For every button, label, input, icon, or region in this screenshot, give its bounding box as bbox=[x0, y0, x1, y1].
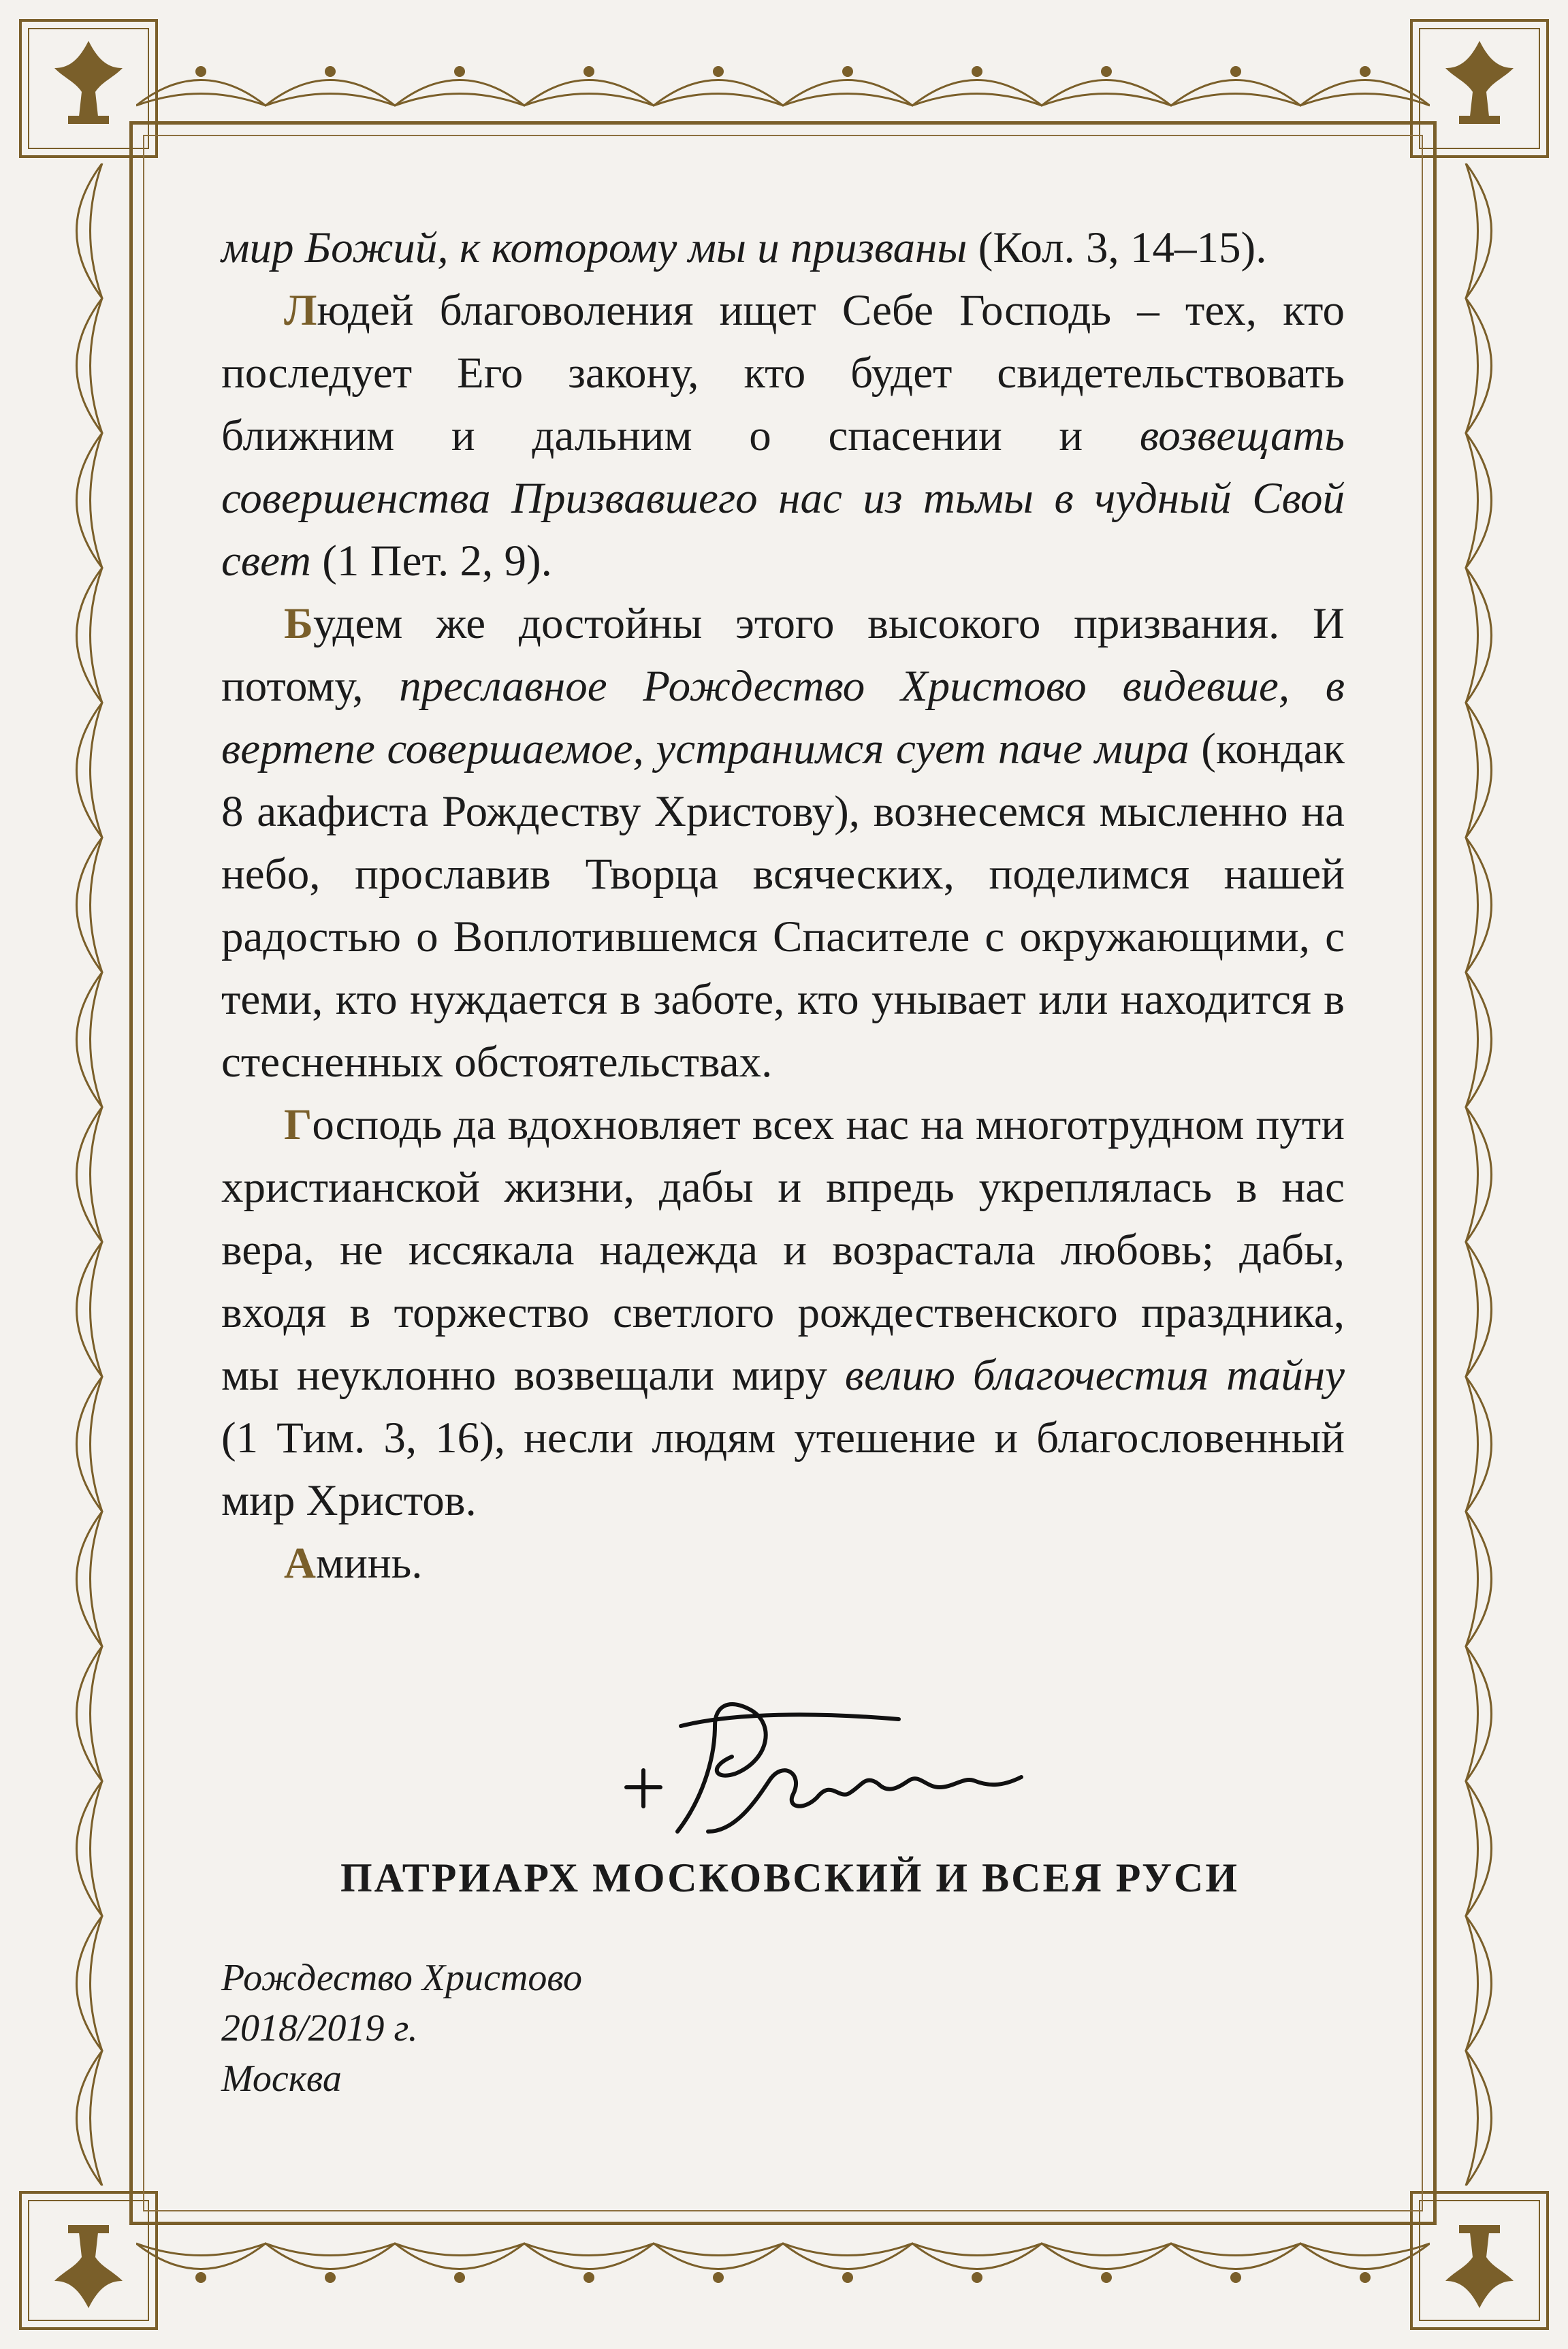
dropcap-letter: А bbox=[284, 1539, 316, 1588]
paragraph-2 bbox=[221, 279, 1345, 592]
letter-body bbox=[221, 217, 1345, 1595]
text-run: юдей благоволения ищет Себе Господь – тех, кто последует Его закону, кто будет свидетельствовать ближним и дальним о спасении и bbox=[221, 286, 1345, 460]
paragraph-5 bbox=[221, 1532, 1345, 1595]
place-and-date bbox=[221, 1953, 834, 2104]
occasion-line: Рождество Христово bbox=[221, 1957, 582, 1999]
paragraph-3 bbox=[221, 592, 1345, 1093]
text-run: (кондак 8 акафиста Рождеству Христову), вознесемся мысленно на небо, прославив Творца всяческих, поделимся нашей радостью о Воплотившемся Спасителе с окружающими, с теми, кто нуждается в заботе, кто унывает или находится в стесненных обстоятельствах. bbox=[221, 724, 1345, 1087]
year-line: 2018/2019 г. bbox=[221, 2007, 418, 2049]
handwritten-signature bbox=[613, 1685, 1089, 1855]
paragraph-4 bbox=[221, 1093, 1345, 1532]
quote-run: преславное Рождество Христово видевше, в вертепе совершаемое, устранимся сует паче мира bbox=[221, 662, 1345, 773]
quote-run: мир Божий, к которому мы и призваны bbox=[221, 223, 967, 272]
text-run: (1 Пет. 2, 9). bbox=[311, 537, 552, 586]
ornament-band-right bbox=[1449, 163, 1531, 2186]
paragraph-1 bbox=[221, 217, 1345, 279]
text-run: (Кол. 3, 14–15). bbox=[967, 223, 1267, 272]
text-run: удем же достойны этого высокого призвания. И потому, bbox=[221, 599, 1345, 711]
signatory-title: ПАТРИАРХ МОСКОВСКИЙ И ВСЕЯ РУСИ bbox=[340, 1855, 1239, 1900]
text-run: (1 Тим. 3, 16), несли людям утешение и благословенный мир Христов. bbox=[221, 1413, 1345, 1525]
quote-run: возвещать совершенства Призвавшего нас из тьмы в чудный Свой свет bbox=[221, 411, 1345, 586]
dropcap-letter: Л bbox=[284, 286, 317, 335]
ornament-band-top bbox=[136, 41, 1430, 123]
quote-run: велию благочестия тайну bbox=[844, 1351, 1345, 1400]
dropcap-letter: Б bbox=[284, 599, 313, 648]
dropcap-letter: Г bbox=[284, 1100, 313, 1149]
text-run: осподь да вдохновляет всех нас на многотрудном пути христианской жизни, дабы и впредь укреплялась в нас вера, не иссякала надежда и возрастала любовь; дабы, входя в торжество светлого рождественского праздника, мы неуклонно возвещали миру bbox=[221, 1100, 1345, 1400]
city-line: Москва bbox=[221, 2058, 342, 2100]
text-run: минь. bbox=[315, 1539, 423, 1588]
ornament-band-left bbox=[37, 163, 119, 2186]
ornament-band-bottom bbox=[136, 2226, 1430, 2308]
